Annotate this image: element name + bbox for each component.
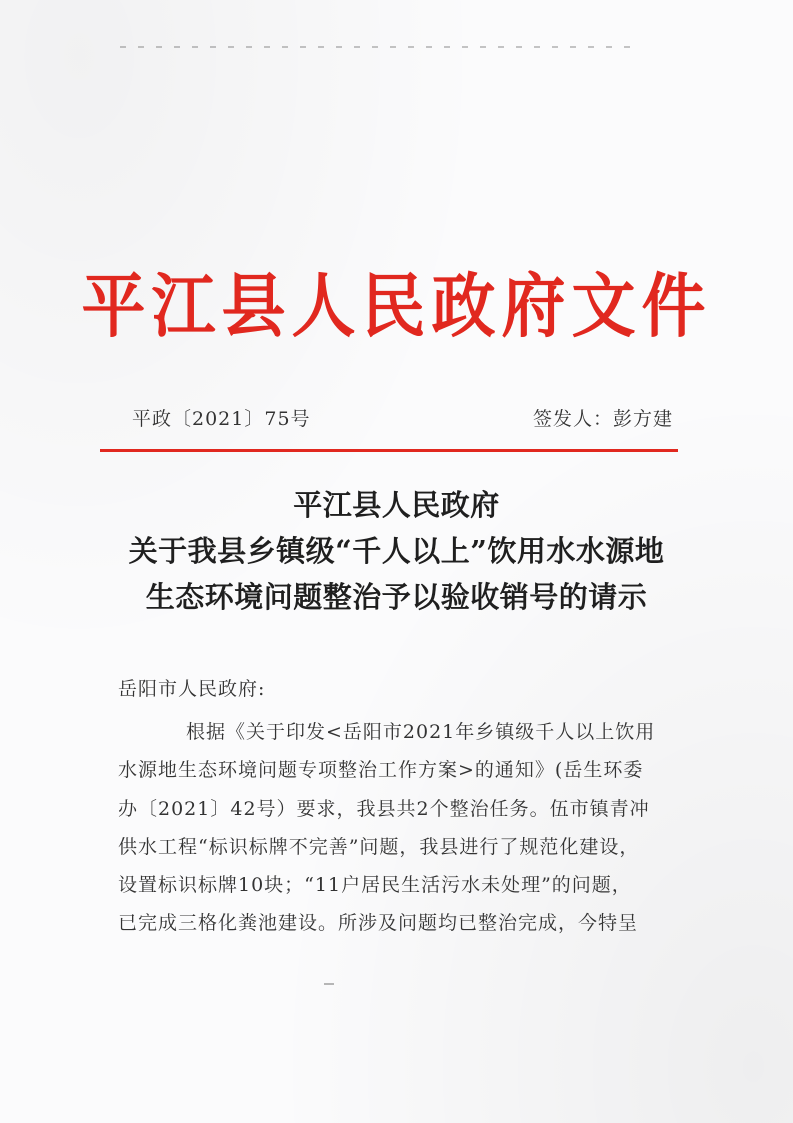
scan-mark [120, 46, 640, 48]
title-line: 生态环境问题整治予以验收销号的请示 [145, 580, 648, 614]
issuer-title: 平江县人民政府文件 [81, 266, 712, 348]
body-line: 水源地生态环境问题专项整治工作方案>的通知》(岳生环委 [118, 759, 644, 782]
body-line: 已完成三格化粪池建设。所涉及问题均已整治完成，今特呈 [118, 912, 639, 935]
document-title [0, 482, 793, 620]
title-line: 平江县人民政府 [293, 488, 500, 522]
signer: 签发人：彭方建 [532, 408, 673, 430]
title-line: 关于我县乡镇级“千人以上”饮用水水源地 [128, 534, 665, 568]
scan-speck [324, 983, 334, 985]
body-text [118, 713, 678, 943]
addressee: 岳阳市人民政府: [118, 678, 266, 700]
body-line: 供水工程“标识标牌不完善”问题，我县进行了规范化建设， [118, 835, 640, 858]
body-line: 根据《关于印发<岳阳市2021年乡镇级千人以上饮用 [186, 721, 656, 743]
red-divider [100, 449, 678, 452]
document-number: 平政〔2021〕75号 [132, 408, 311, 430]
body-line: 设置标识标牌10块；“11户居民生活污水未处理”的问题， [118, 874, 632, 897]
body-line: 办〔2021〕42号）要求，我县共2个整治任务。伍市镇青冲 [118, 797, 650, 820]
